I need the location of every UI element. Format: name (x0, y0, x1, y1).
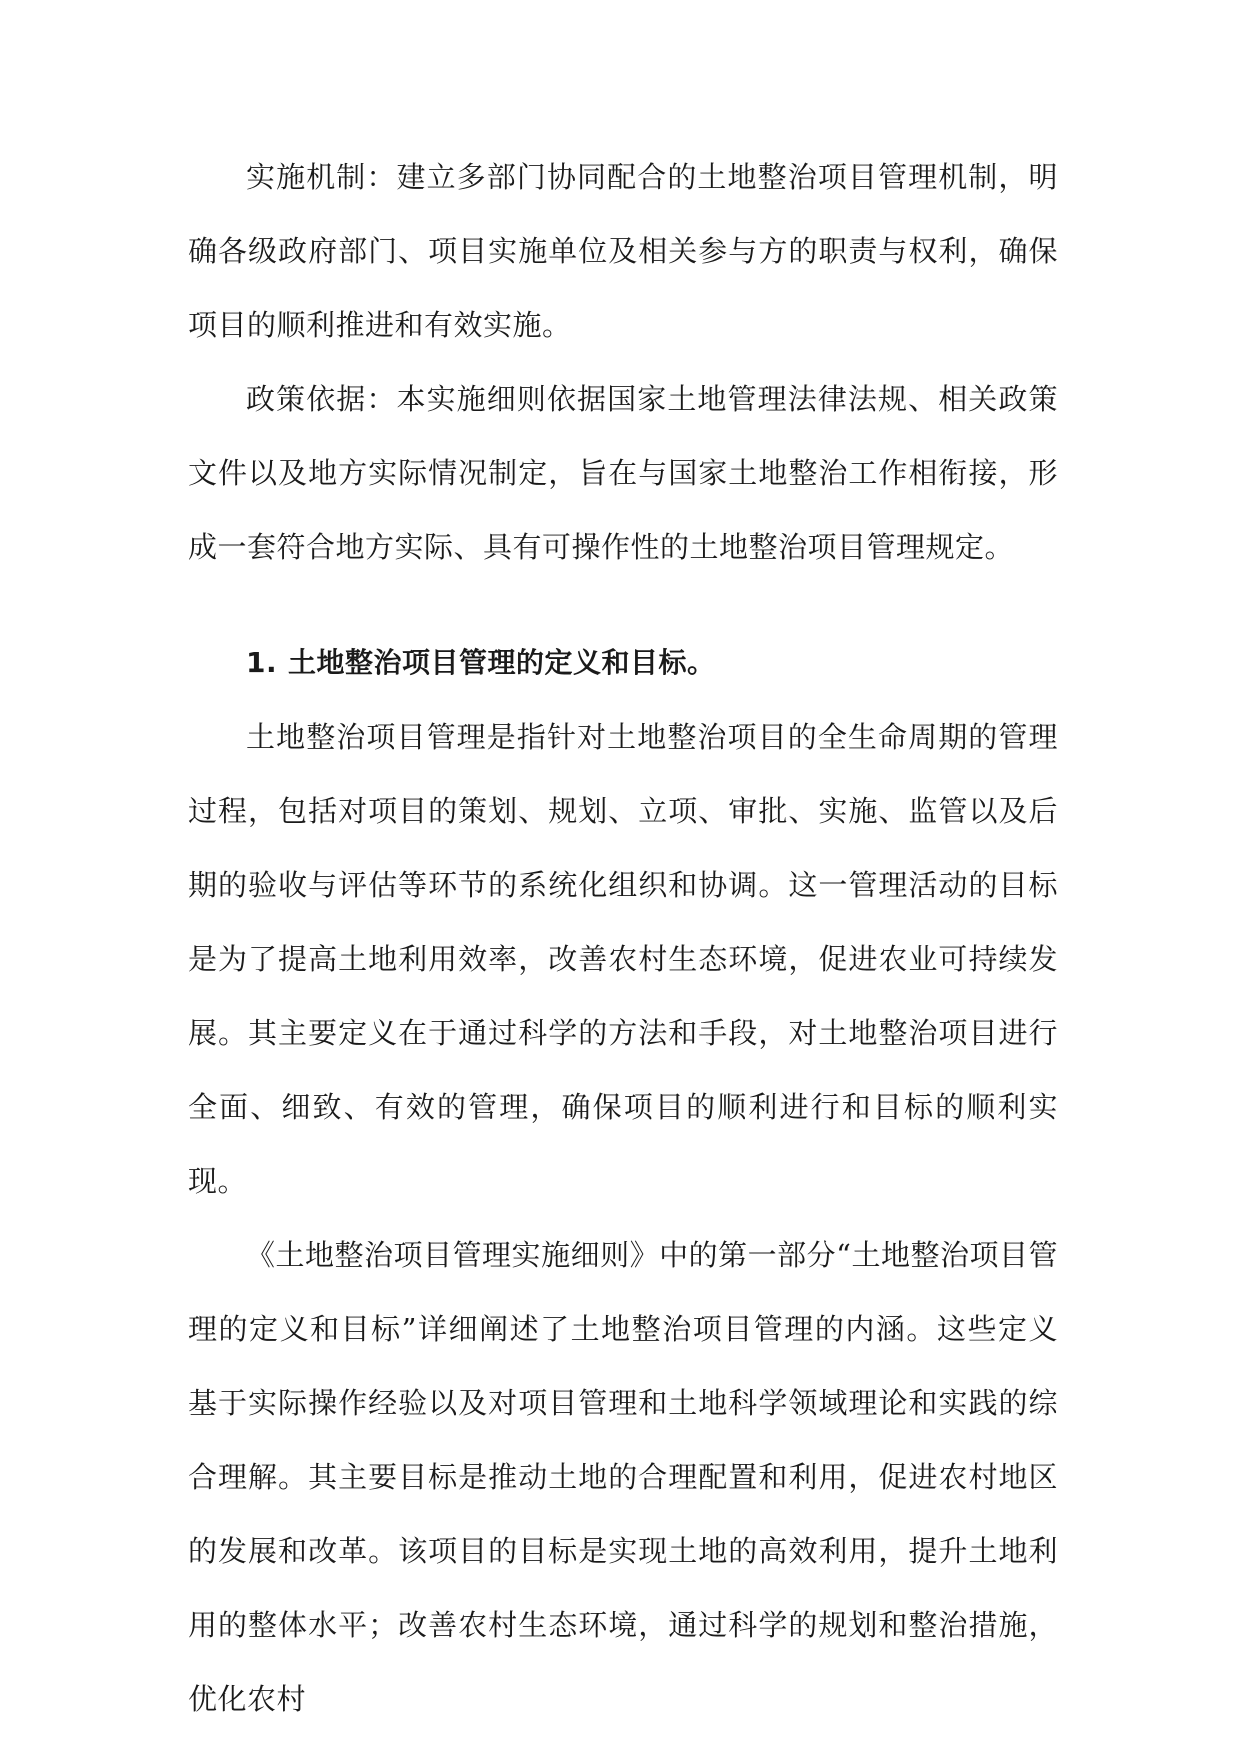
paragraph-objectives: 《土地整治项目管理实施细则》中的第一部分“土地整治项目管理的定义和目标”详细阐述了土地整治项目管理的内涵。这些定义基于实际操作经验以及对项目管理和土地科学领域理论和实践的综合理解。其主要目标是推动土地的合理配置和利用，促进农村地区的发展和改革。该项目的目标是实现土地的高效利用，提升土地利用的整体水平；改善农村生态环境，通过科学的规划和整治措施，优化农村 (188, 1238, 1058, 1716)
paragraph-implementation-mechanism: 实施机制：建立多部门协同配合的土地整治项目管理机制，明确各级政府部门、项目实施单位及相关参与方的职责与权利，确保项目的顺利推进和有效实施。 (188, 160, 1058, 342)
section-heading-text: 土地整治项目管理的定义和目标。 (288, 646, 716, 679)
paragraph-definition: 土地整治项目管理是指针对土地整治项目的全生命周期的管理过程，包括对项目的策划、规划、立项、审批、实施、监管以及后期的验收与评估等环节的系统化组织和协调。这一管理活动的目标是为了提高土地利用效率，改善农村生态环境，促进农业可持续发展。其主要定义在于通过科学的方法和手段，对土地整治项目进行全面、细致、有效的管理，确保项目的顺利进行和目标的顺利实现。 (188, 720, 1058, 1198)
paragraph-policy-basis: 政策依据：本实施细则依据国家土地管理法律法规、相关政策文件以及地方实际情况制定，旨在与国家土地整治工作相衔接，形成一套符合地方实际、具有可操作性的土地整治项目管理规定。 (188, 382, 1058, 564)
document-page (188, 140, 1058, 1736)
section-heading-number: 1. (246, 646, 278, 679)
section-heading (188, 626, 1058, 700)
